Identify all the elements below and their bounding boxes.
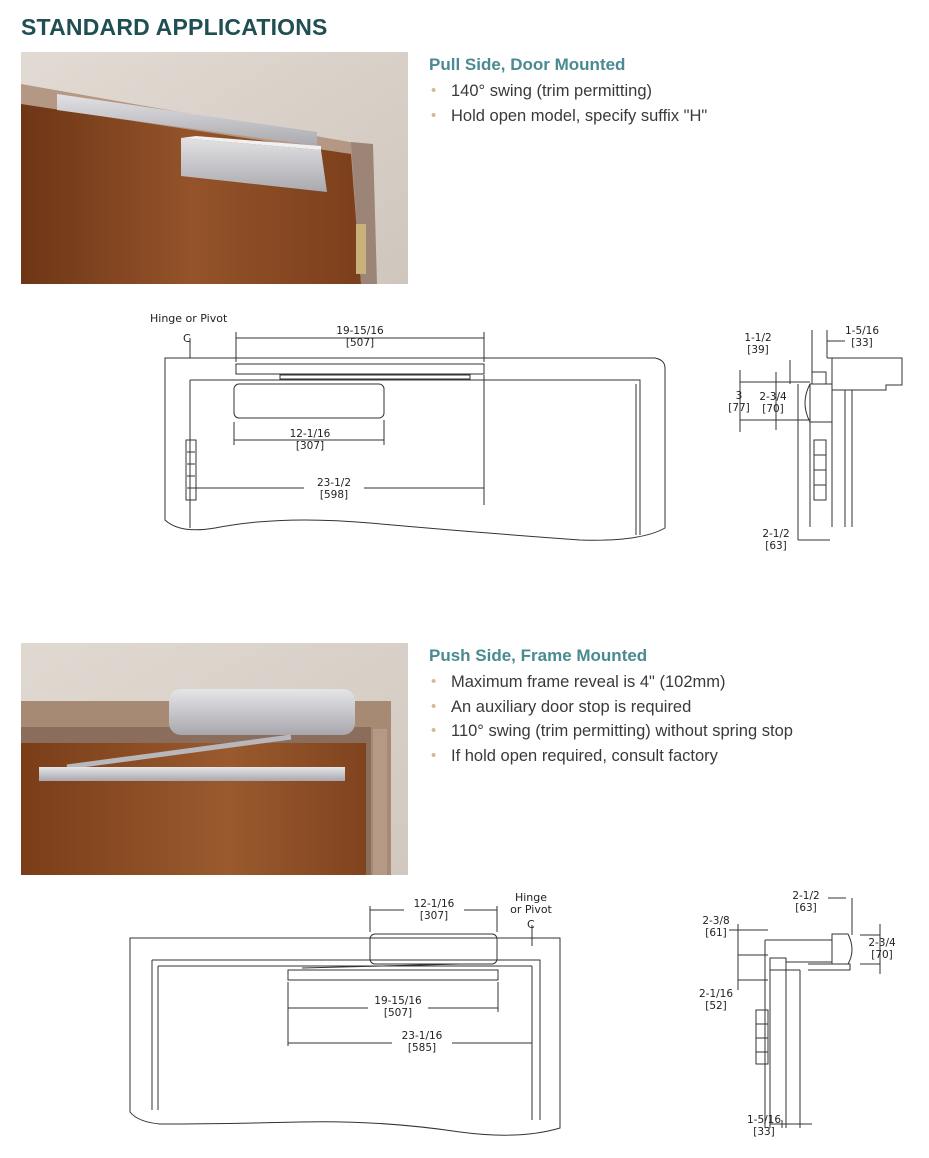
push-side-photo (21, 643, 408, 875)
hinge-or-pivot-label-2: Hinge or Pivot (510, 891, 552, 916)
pull-side-elevation-drawing (165, 332, 665, 540)
list-item: • Maximum frame reveal is 4" (102mm) (429, 670, 793, 695)
pull-side-photo (21, 52, 408, 284)
hinge-or-pivot-label-1: Hinge or Pivot (150, 312, 228, 325)
push-side-bullet-list (429, 670, 793, 768)
dimension-label: 3 [77] (728, 390, 750, 414)
dimension-label: 2-1/2 [63] (792, 890, 820, 914)
pull-side-specs (429, 55, 707, 128)
push-side-section-drawing (729, 898, 880, 1128)
dimension-label: 1-1/2 [39] (744, 332, 772, 356)
dimension-label: 2-1/2 [63] (762, 528, 790, 552)
pull-side-bullet-list (429, 79, 707, 128)
dimension-label: 2-3/4 [70] (759, 391, 787, 415)
dimension-label: 19-15/16 [507] (368, 995, 428, 1019)
list-item: • 110° swing (trim permitting) without spring stop (429, 719, 793, 744)
dimension-label: 23-1/16 [585] (392, 1030, 452, 1054)
svg-text:C: C (527, 918, 535, 931)
dimension-label: 19-15/16 [507] (336, 325, 384, 349)
dimension-label: 12-1/16 [307] (289, 428, 331, 452)
push-side-heading: Push Side, Frame Mounted (429, 646, 648, 665)
svg-text:C: C (183, 332, 191, 345)
hinge-centerline-icon-2 (527, 918, 535, 931)
bullet-icon: • (431, 106, 437, 124)
pull-side-heading: Pull Side, Door Mounted (429, 55, 626, 74)
dimension-label: 12-1/16 [307] (404, 898, 464, 922)
dimension-label: 1-5/16 [33] (844, 325, 880, 349)
bullet-icon: • (431, 82, 437, 99)
list-item: • An auxiliary door stop is required (429, 695, 793, 720)
bullet-icon: • (431, 697, 437, 715)
page-title: STANDARD APPLICATIONS (21, 14, 328, 40)
list-item: • 140° swing (trim permitting) (429, 79, 707, 104)
bullet-icon: • (431, 673, 437, 690)
bullet-icon: • (431, 722, 437, 739)
bullet-icon: • (431, 746, 437, 764)
dimension-label: 2-1/16 [52] (698, 988, 734, 1012)
dimension-label: 1-5/16 [33] (746, 1114, 782, 1138)
dimension-label: 2-3/4 [70] (868, 937, 896, 961)
list-item: • If hold open required, consult factory (429, 744, 793, 769)
dimension-label: 2-3/8 [61] (702, 915, 730, 939)
hinge-centerline-icon-1 (183, 332, 191, 345)
push-side-specs (429, 646, 793, 768)
push-side-elevation-drawing (130, 906, 560, 1135)
dimension-label: 23-1/2 [598] (304, 477, 364, 501)
pull-side-section-drawing (740, 330, 902, 540)
list-item: • Hold open model, specify suffix "H" (429, 104, 707, 129)
